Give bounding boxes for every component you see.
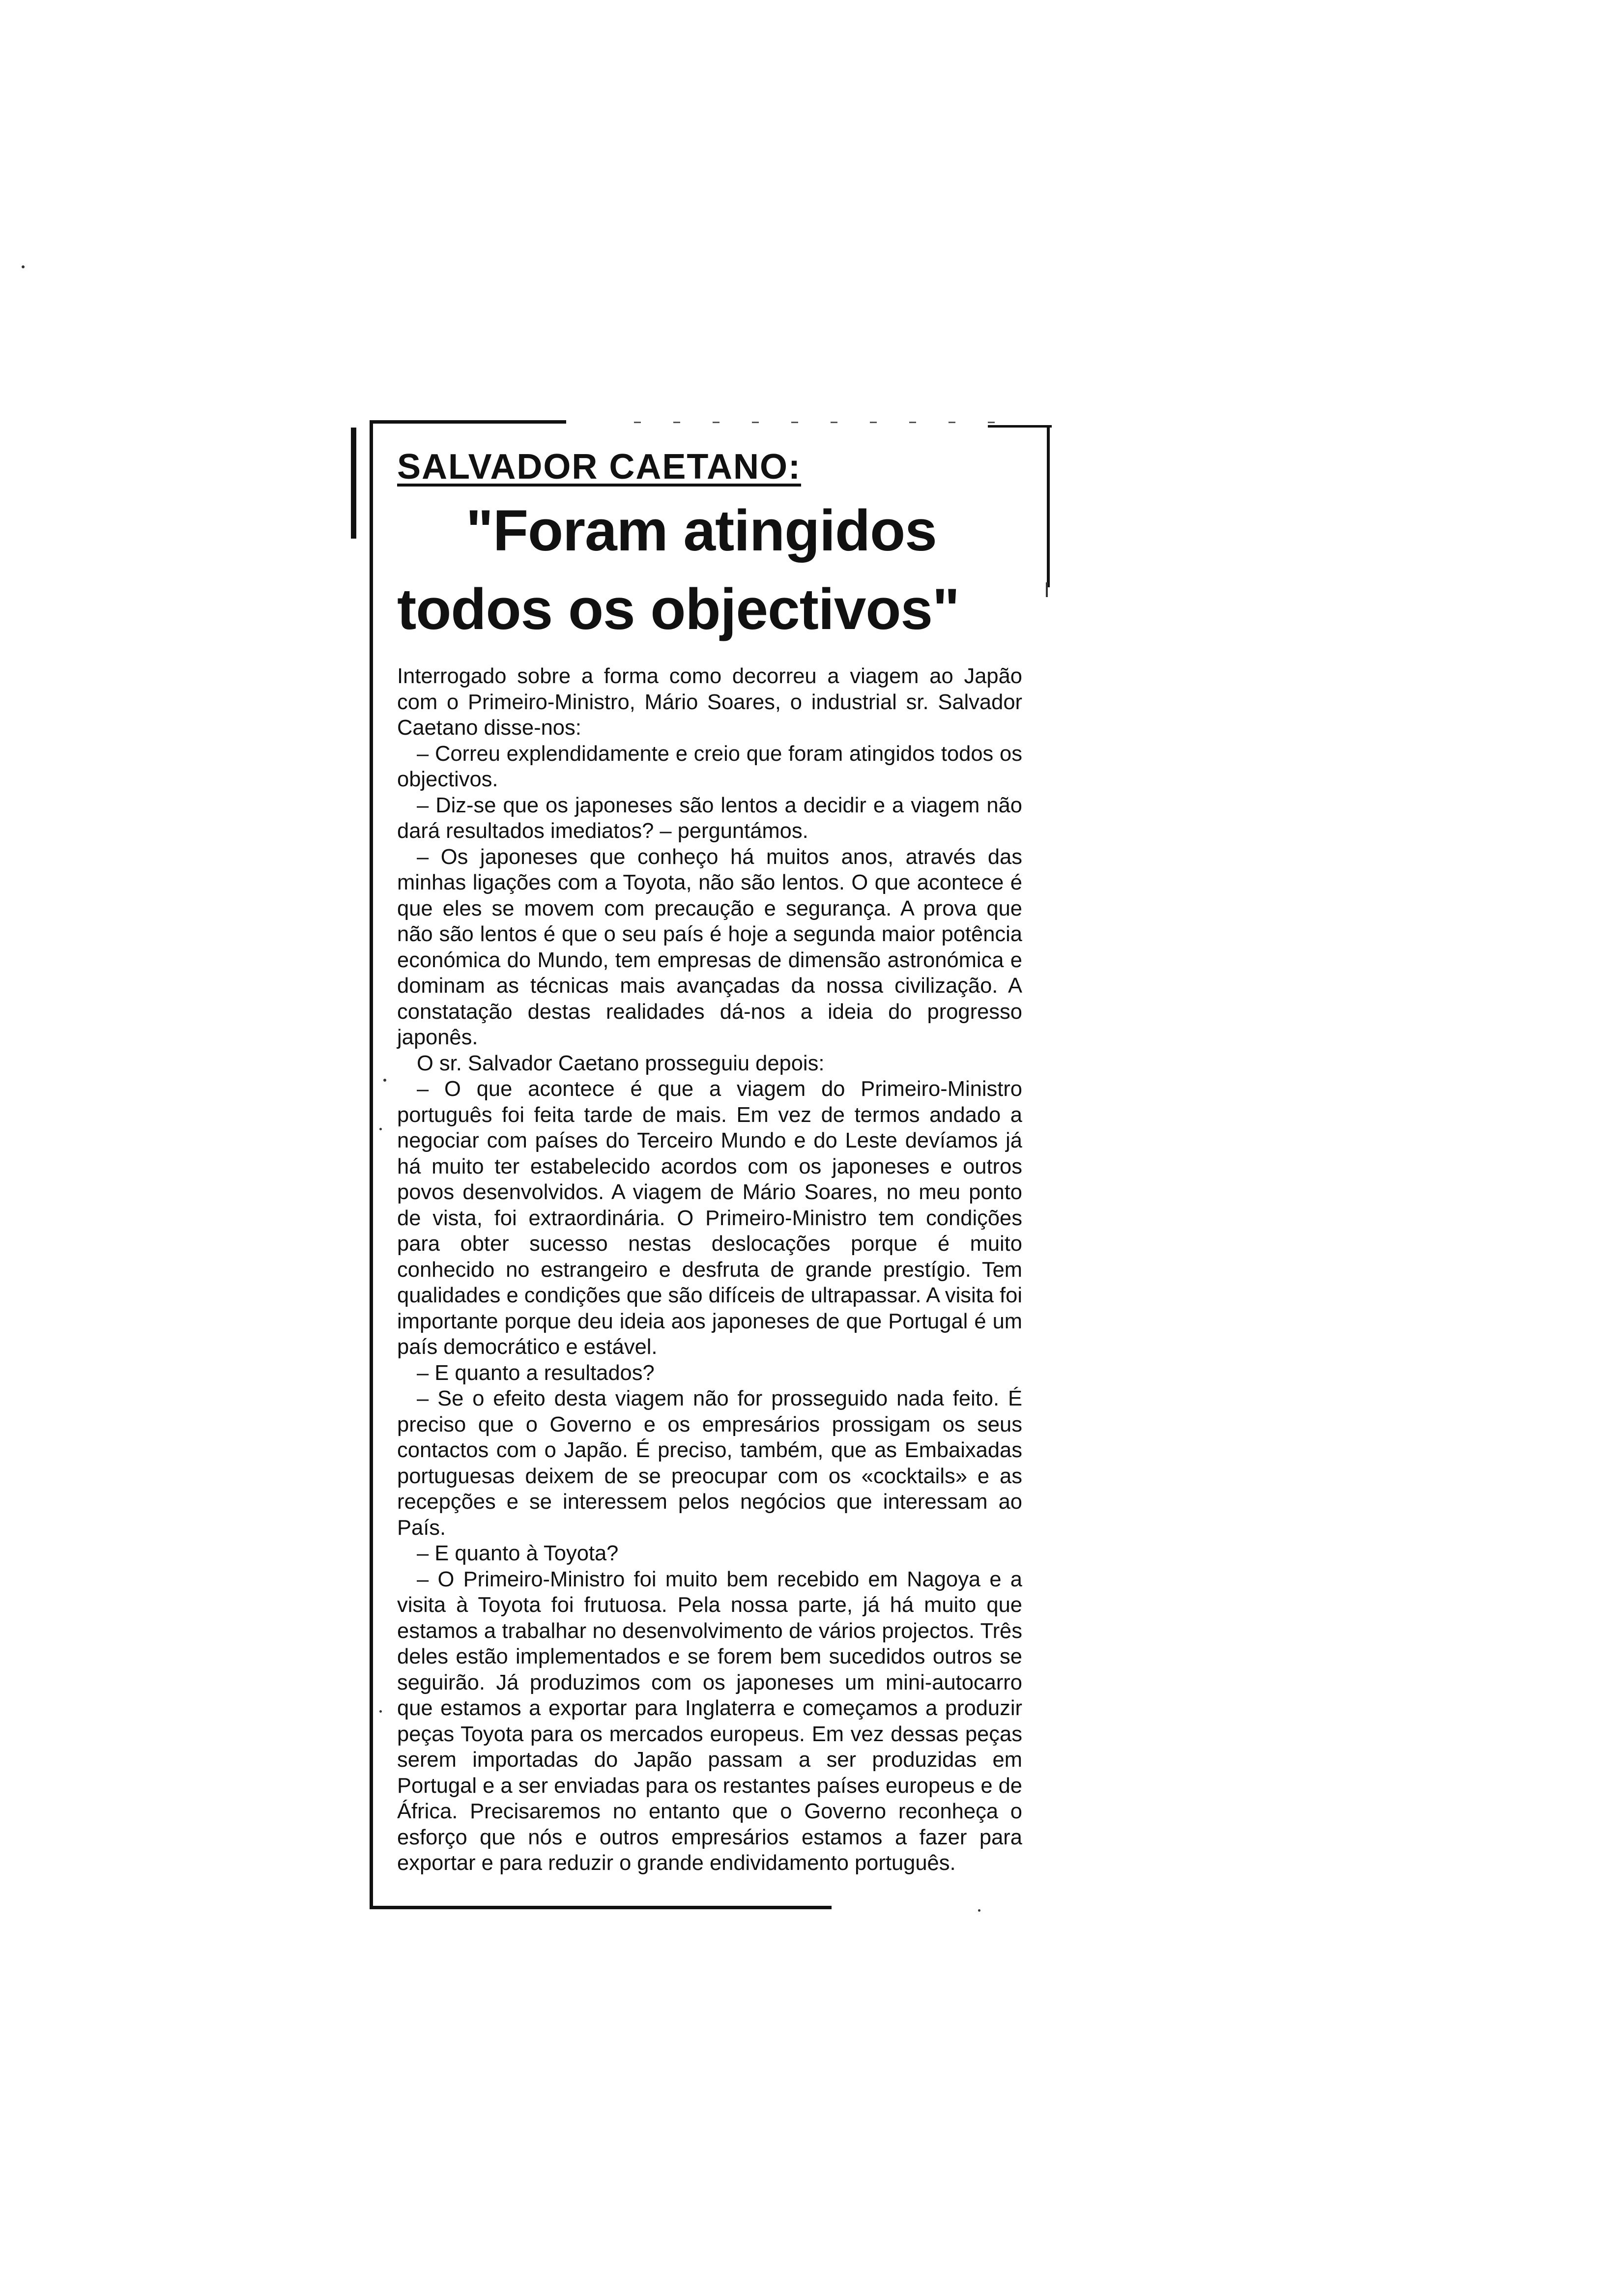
- article-paragraph: O sr. Salvador Caetano prosseguiu depois:: [417, 1051, 825, 1075]
- clipping-border-left: [370, 420, 373, 1909]
- article-paragraph: – Os japoneses que conheço há muitos anos, através das minhas ligações com a Toyota, não são lentos. O que acontece é que eles se movem com precaução e segurança. A prova que não são lentos é que o seu país é hoje a segunda maior potência económica do Mundo, tem empresas de dimensão astronómica e dominam as técnicas mais avançadas da nossa civilização. A constatação destas realidades dá-nos a ideia do progresso japonês.: [397, 845, 1022, 1049]
- scan-speck: [1046, 582, 1048, 597]
- clipping-border-left-outer: [351, 428, 356, 539]
- article-body: [397, 663, 1022, 1876]
- article-kicker: SALVADOR CAETANO:: [397, 447, 801, 487]
- clipping-border-top: [370, 420, 566, 424]
- headline-line-1: "Foram atingidos: [466, 498, 937, 563]
- article-paragraph: – E quanto a resultados?: [417, 1361, 655, 1385]
- headline-line-2: todos os objectivos": [397, 577, 959, 642]
- scan-speck: [978, 1909, 980, 1912]
- clipping-border-top-right: [988, 425, 1052, 428]
- newspaper-article: [397, 442, 1022, 1876]
- article-paragraph: – Se o efeito desta viagem não for prosseguido nada feito. É preciso que o Governo e os empresários prossigam os seus contactos com o Japão. É preciso, também, que as Embaixadas portuguesas deixem de se preocupar com os «cocktails» e as recepções e se interessem pelos negócios que interessam ao País.: [397, 1387, 1022, 1540]
- article-paragraph: – E quanto à Toyota?: [417, 1542, 619, 1565]
- article-paragraph: – O que acontece é que a viagem do Primeiro-Ministro português foi feita tarde de mais. Em vez de termos andado a negociar com países do Terceiro Mundo e do Leste devíamos já há muito ter estabelecido acordos com os japoneses e outros povos desenvolvidos. A viagem de Mário Soares, no meu ponto de vista, foi extraordinária. O Primeiro-Ministro tem condições para obter sucesso nestas deslocações porque é muito conhecido no estrangeiro e desfruta de grande prestígio. Tem qualidades e condições que são difíceis de ultrapassar. A visita foi importante porque deu ideia aos japoneses de que Portugal é um país democrático e estável.: [397, 1077, 1022, 1359]
- article-paragraph: Interrogado sobre a forma como decorreu a viagem ao Japão com o Primeiro-Ministro, Mário Soares, o industrial sr. Salvador Caetano disse-nos:: [397, 664, 1022, 740]
- clipping-border-bottom: [370, 1906, 832, 1909]
- article-paragraph: – Correu explendidamente e creio que foram atingidos todos os objectivos.: [397, 742, 1022, 791]
- scan-speck: [383, 1079, 386, 1082]
- scan-speck: [22, 265, 25, 268]
- article-paragraph: – O Primeiro-Ministro foi muito bem recebido em Nagoya e a visita à Toyota foi frutuosa. Pela nossa parte, já há muito que estamos a trabalhar no desenvolvimento de vários projectos. Três deles estão implementados e se forem bem sucedidos outros se seguirão. Já produzimos com os japoneses um mini-autocarro que estamos a exportar para Inglaterra e começamos a produzir peças Toyota para os mercados europeus. Em vez dessas peças serem importadas do Japão passam a ser produzidas em Portugal e a ser enviadas para os restantes países europeus e de África. Precisaremos no entanto que o Governo reconheça o esforço que nós e outros empresários estamos a fazer para exportar e para reduzir o grande endividamento português.: [397, 1567, 1022, 1875]
- article-paragraph: – Diz-se que os japoneses são lentos a decidir e a viagem não dará resultados imediatos? – perguntámos.: [397, 793, 1022, 843]
- scan-speck: [379, 1710, 382, 1713]
- scan-speck: [379, 1128, 382, 1130]
- article-headline: [397, 491, 1022, 649]
- clipping-border-right: [1047, 425, 1050, 587]
- clipping-border-top-dashed: [634, 422, 1008, 423]
